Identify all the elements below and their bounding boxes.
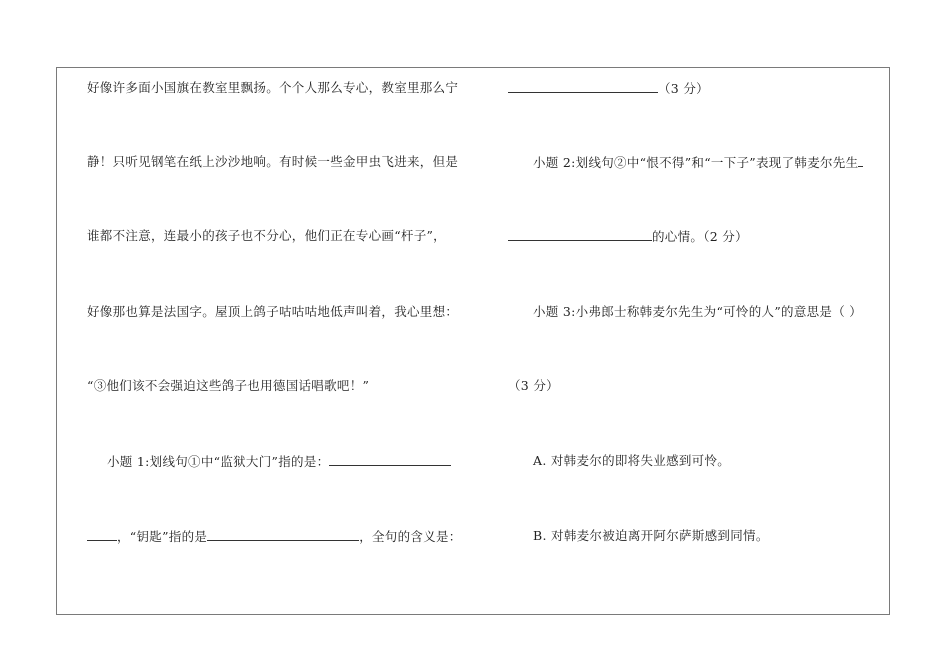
- question-3-prompt: 小题 3:小弗郎士称韩麦尔先生为“可怜的人”的意思是（ ）: [533, 304, 863, 319]
- question-2-suffix: 的心情。（2 分）: [652, 229, 748, 244]
- question-2-line-2: [508, 228, 748, 245]
- passage-line-3: [87, 228, 446, 244]
- option-a[interactable]: [533, 453, 730, 469]
- answer-blank-feeling[interactable]: [508, 228, 652, 241]
- answer-blank-prison-gate[interactable]: [329, 453, 451, 466]
- question-score-line: [508, 80, 709, 97]
- question-3-score: [508, 378, 559, 394]
- passage-text: “③他们该不会强迫这些鸽子也用德国话唱歌吧！”: [87, 378, 370, 393]
- answer-blank-feeling-start[interactable]: [858, 154, 863, 167]
- passage-line-1: [87, 80, 458, 96]
- option-b[interactable]: [533, 528, 769, 544]
- answer-blank-prev[interactable]: [508, 80, 658, 93]
- question-3-score-text: （3 分）: [508, 378, 559, 393]
- passage-text: 好像那也算是法国字。屋顶上鸽子咕咕咕地低声叫着，我心里想：: [87, 304, 459, 319]
- option-a-text: A. 对韩麦尔的即将失业感到可怜。: [533, 453, 731, 468]
- question-1-line-2: [87, 528, 462, 545]
- question-1-prompt: 小题 1:划线句①中“监狱大门”指的是：: [107, 454, 330, 469]
- passage-line-5: [87, 378, 369, 394]
- passage-text: 静！只听见钢笔在纸上沙沙地响。有时候一些金甲虫飞进来，但是: [87, 154, 459, 169]
- question-2-prompt: 小题 2:划线句②中“恨不得”和“一下子”表现了韩麦尔先生: [533, 155, 859, 170]
- passage-line-2: [87, 154, 458, 170]
- question-1-meaning-prompt: ，全句的含义是：: [359, 529, 462, 544]
- answer-blank-prison-gate-cont[interactable]: [87, 528, 117, 541]
- question-score: （3 分）: [658, 81, 709, 96]
- passage-text: 谁都不注意，连最小的孩子也不分心，他们正在专心画“杆子”，: [87, 228, 446, 243]
- passage-text: 好像许多面小国旗在教室里飘扬。个个人那么专心，教室里那么宁: [87, 80, 459, 95]
- question-3-line-1: [533, 304, 862, 320]
- question-1-line-1: [107, 453, 451, 470]
- passage-line-4: [87, 304, 458, 320]
- question-2-line-1: [533, 154, 863, 171]
- answer-blank-key[interactable]: [207, 528, 359, 541]
- option-b-text: B. 对韩麦尔被迫离开阿尔萨斯感到同情。: [533, 528, 769, 543]
- question-1-key-prompt: ，“钥匙”指的是: [117, 529, 208, 544]
